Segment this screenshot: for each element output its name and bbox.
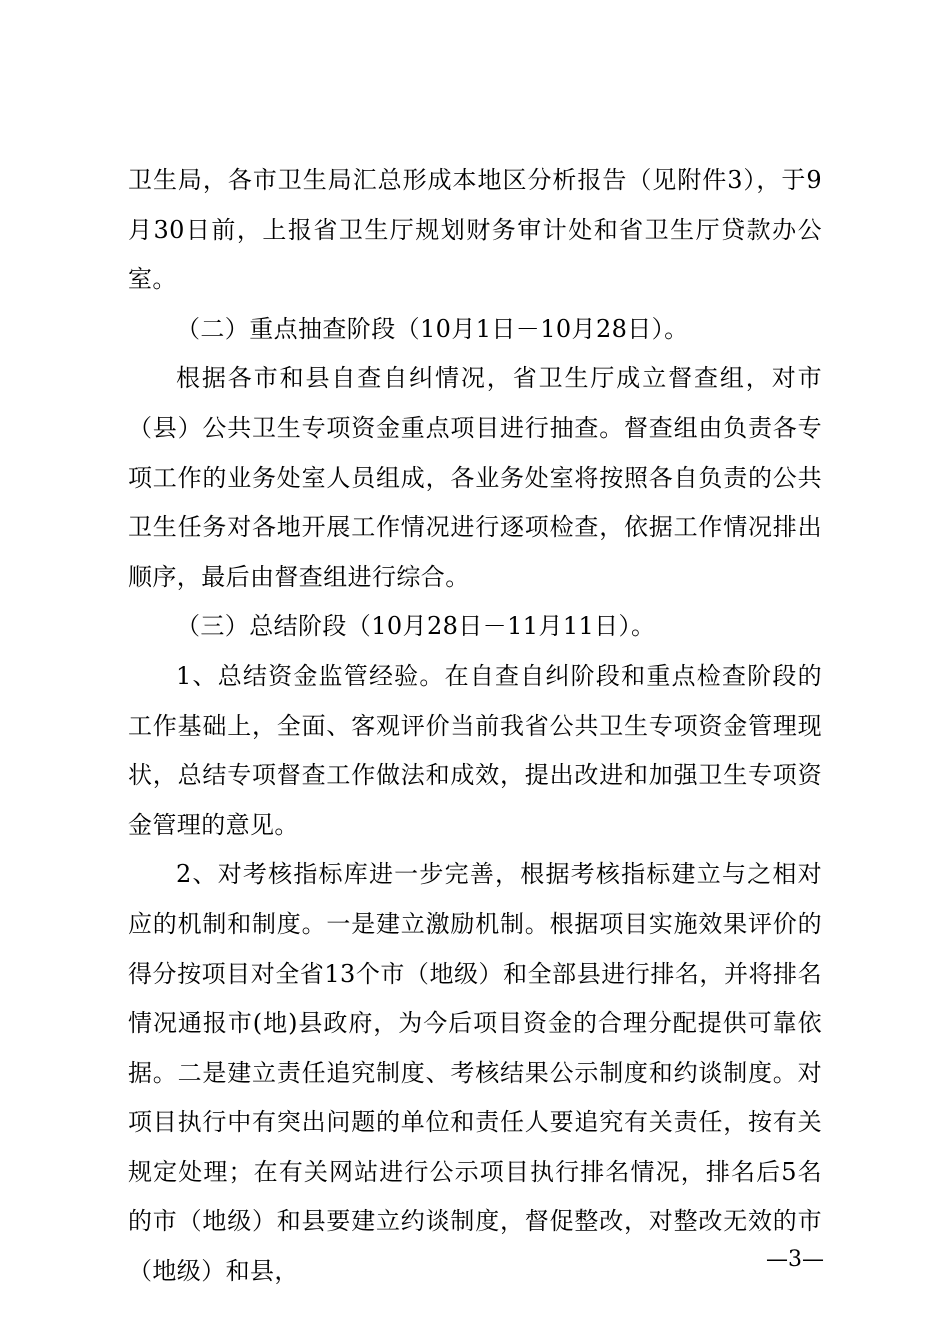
page-number: —3— (766, 1247, 824, 1272)
paragraph-continuation: 卫生局，各市卫生局汇总形成本地区分析报告（见附件3），于9月30日前，上报省卫生厅规划财务审计处和省卫生厅贷款办公室。 (128, 166, 822, 294)
paragraph-inspection-details: 根据各市和县自查自纠情况，省卫生厅成立督查组，对市（县）公共卫生专项资金重点项目进行抽查。督查组由负责各专项工作的业务处室人员组成，各业务处室将按照各自负责的公共卫生任务对各地开展工作情况进行逐项检查，依据工作情况排出顺序，最后由督查组进行综合。 (128, 364, 822, 591)
paragraph-summary-item-1: 1、总结资金监管经验。在自查自纠阶段和重点检查阶段的工作基础上，全面、客观评价当前我省公共卫生专项资金管理现状，总结专项督查工作做法和成效，提出改进和加强卫生专项资金管理的意见。 (128, 661, 822, 839)
paragraph-summary-item-2: 2、对考核指标库进一步完善，根据考核指标建立与之相对应的机制和制度。一是建立激励机制。根据项目实施效果评价的得分按项目对全省13个市（地级）和全部县进行排名，并将排名情况通报市(地)县政府，为今后项目资金的合理分配提供可靠依据。二是建立责任追究制度、考核结果公示制度和约谈制度。对项目执行中有突出问题的单位和责任人要追究有关责任，按有关规定处理；在有关网站进行公示项目执行排名情况，排名后5名的市（地级）和县要建立约谈制度，督促整改，对整改无效的市（地级）和县， (128, 860, 822, 1286)
document-body (128, 156, 822, 1297)
section-heading-summary: （三）总结阶段（10月28日－11月11日）。 (176, 612, 656, 641)
section-heading-key-inspection: （二）重点抽查阶段（10月1日－10月28日）。 (176, 314, 689, 343)
